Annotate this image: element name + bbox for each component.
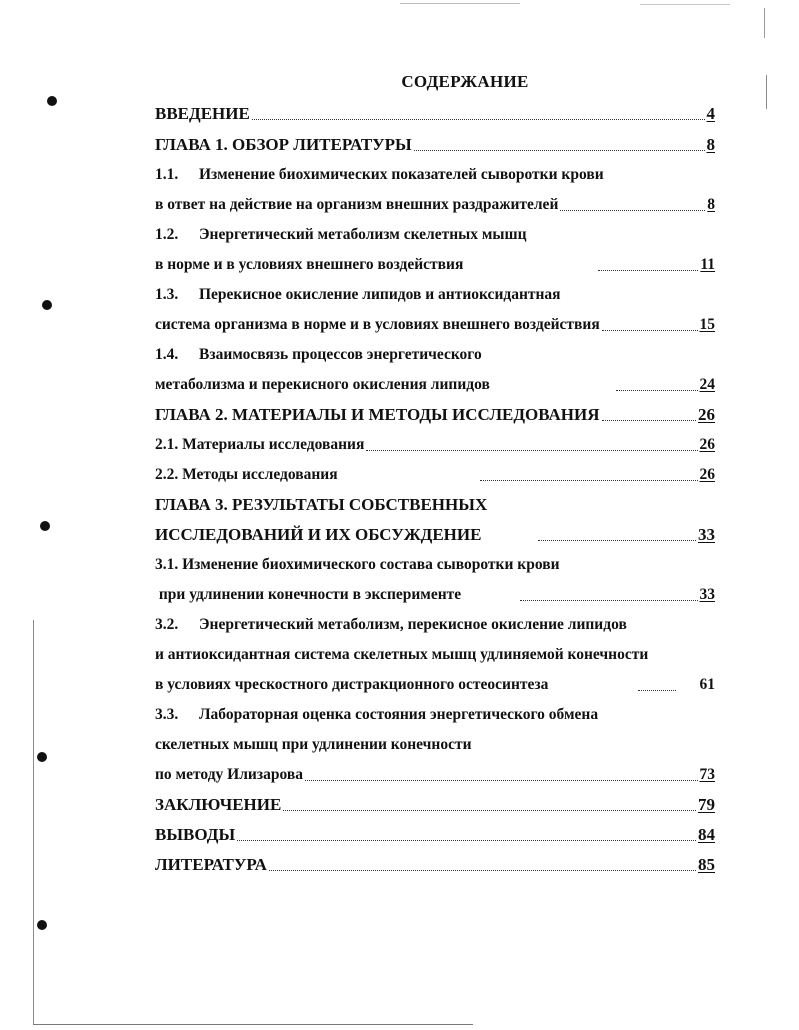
toc-label: Взаимосвязь процессов энергетического [199, 346, 482, 363]
toc-leader [602, 419, 696, 421]
toc-label: скелетных мышц при удлинении конечности [155, 736, 472, 753]
toc-label: в ответ на действие на организм внешних раздражителей [155, 196, 559, 213]
toc-page-number: 61 [699, 676, 715, 693]
toc-entry-section-1-1[interactable] [155, 161, 715, 185]
toc-label: в норме и в условиях внешнего воздействия [155, 256, 464, 273]
toc-page-number: 84 [698, 825, 715, 844]
toc-entry-references[interactable] [155, 851, 715, 875]
toc-leader [305, 779, 698, 781]
toc-leader [237, 839, 696, 841]
toc-page-number: 26 [699, 436, 715, 453]
toc-label: система организма в норме и в условиях внешнего воздействия [155, 316, 600, 333]
toc-entry-section-3-2[interactable] [155, 611, 715, 635]
scan-artifact-line [400, 3, 520, 4]
toc-label: Перекисное окисление липидов и антиоксидантная [199, 286, 561, 303]
toc-label: 2.2. Методы исследования [155, 466, 338, 483]
toc-entry-conclusion[interactable] [155, 791, 715, 815]
toc-page-number: 26 [698, 405, 715, 424]
toc-label: ГЛАВА 2. МАТЕРИАЛЫ И МЕТОДЫ ИССЛЕДОВАНИЯ [155, 405, 600, 424]
toc-entry-section-3-3[interactable] [155, 701, 715, 725]
toc-page-number: 79 [698, 795, 715, 814]
toc-leader [638, 689, 676, 691]
toc-leader [560, 209, 705, 211]
toc-entry-section-3-1[interactable] [155, 551, 715, 575]
toc-section-number: 3.3. [155, 706, 179, 723]
toc-page-number: 33 [698, 525, 715, 544]
toc-leader [283, 809, 696, 811]
toc-entry-section-3-3-cont2[interactable] [155, 761, 715, 785]
toc-label: Энергетический метаболизм скелетных мышц [199, 226, 527, 243]
toc-entry-section-1-3-cont[interactable] [155, 311, 715, 335]
toc-label: ГЛАВА 3. РЕЗУЛЬТАТЫ СОБСТВЕННЫХ [155, 495, 488, 514]
toc-label: 3.1. Изменение биохимического состава сыворотки крови [155, 556, 560, 573]
toc-page-number: 26 [699, 466, 715, 483]
toc-page-number: 4 [706, 104, 715, 123]
toc-page-number: 15 [699, 316, 715, 333]
toc-page-number: 73 [699, 766, 715, 783]
toc-entry-section-1-4[interactable] [155, 341, 715, 365]
toc-leader [366, 449, 697, 451]
toc-label: ВВЕДЕНИЕ [155, 104, 250, 123]
scan-artifact-line [33, 1024, 473, 1025]
toc-entry-introduction[interactable] [155, 100, 715, 124]
toc-section-number: 1.4. [155, 346, 179, 363]
toc-page-number: 8 [706, 135, 715, 154]
punch-hole [37, 920, 47, 930]
toc-label: ВЫВОДЫ [155, 825, 236, 844]
toc-label: ИССЛЕДОВАНИЙ И ИХ ОБСУЖДЕНИЕ [155, 525, 482, 544]
toc-label: в условиях чрескостного дистракционного остеосинтеза [155, 676, 549, 693]
toc-label: Лабораторная оценка состояния энергетического обмена [199, 706, 599, 723]
toc-section-number: 3.2. [155, 616, 179, 633]
toc-page-number: 11 [700, 256, 715, 273]
toc-page-number: 24 [699, 376, 715, 393]
toc-entry-chapter-1[interactable] [155, 131, 715, 155]
toc-page-number: 33 [699, 586, 715, 603]
toc-entry-section-3-3-cont[interactable] [155, 731, 715, 755]
toc-label: Изменение биохимических показателей сыворотки крови [199, 166, 604, 183]
punch-hole [37, 752, 47, 762]
toc-leader [616, 389, 698, 391]
toc-entry-section-2-1[interactable] [155, 431, 715, 455]
toc-label: ГЛАВА 1. ОБЗОР ЛИТЕРАТУРЫ [155, 135, 412, 154]
toc-entry-section-3-1-cont[interactable] [155, 581, 715, 605]
toc-label: Энергетический метаболизм, перекисное окисление липидов [199, 616, 627, 633]
toc-section-number: 1.3. [155, 286, 179, 303]
toc-leader [269, 869, 696, 871]
toc-leader [598, 269, 698, 271]
toc-leader [538, 539, 696, 541]
toc-label: метаболизма и перекисного окисления липидов [155, 376, 490, 393]
toc-page-number: 85 [698, 855, 715, 874]
toc-leader [602, 329, 698, 331]
toc-label: 2.1. Материалы исследования [155, 436, 365, 453]
toc-entry-section-1-2[interactable] [155, 221, 715, 245]
toc-leader [480, 479, 698, 481]
toc-entry-chapter-3-cont[interactable] [155, 521, 715, 545]
toc-label: по методу Илизарова [155, 766, 303, 783]
toc-leader [252, 118, 705, 120]
page-title: СОДЕРЖАНИЕ [401, 72, 529, 91]
toc-entry-section-1-2-cont[interactable] [155, 251, 715, 275]
toc-entry-section-1-3[interactable] [155, 281, 715, 305]
toc-entry-section-3-2-cont[interactable] [155, 641, 715, 665]
toc-entry-findings[interactable] [155, 821, 715, 845]
toc-section-number: 1.2. [155, 226, 179, 243]
punch-hole [47, 96, 57, 106]
toc-entry-chapter-3[interactable] [155, 491, 715, 515]
scan-artifact-line [33, 620, 34, 1025]
toc-leader [414, 149, 705, 151]
toc-entry-section-1-4-cont[interactable] [155, 371, 715, 395]
toc-label: при удлинении конечности в эксперименте [155, 586, 462, 603]
toc-entry-section-2-2[interactable] [155, 461, 715, 485]
toc-leader [520, 599, 698, 601]
toc-section-number: 1.1. [155, 166, 179, 183]
toc-page-number: 8 [707, 196, 715, 213]
punch-hole [42, 300, 52, 310]
toc-label: ЛИТЕРАТУРА [155, 855, 267, 874]
toc-entry-section-1-1-cont[interactable] [155, 191, 715, 215]
scan-artifact-line [764, 8, 765, 38]
toc-entry-section-3-2-cont2[interactable] [155, 671, 715, 695]
toc-label: ЗАКЛЮЧЕНИЕ [155, 795, 282, 814]
scan-artifact-line [640, 4, 730, 5]
toc-label: и антиоксидантная система скелетных мышц удлиняемой конечности [155, 646, 649, 663]
toc-entry-chapter-2[interactable] [155, 401, 715, 425]
punch-hole [40, 521, 50, 531]
